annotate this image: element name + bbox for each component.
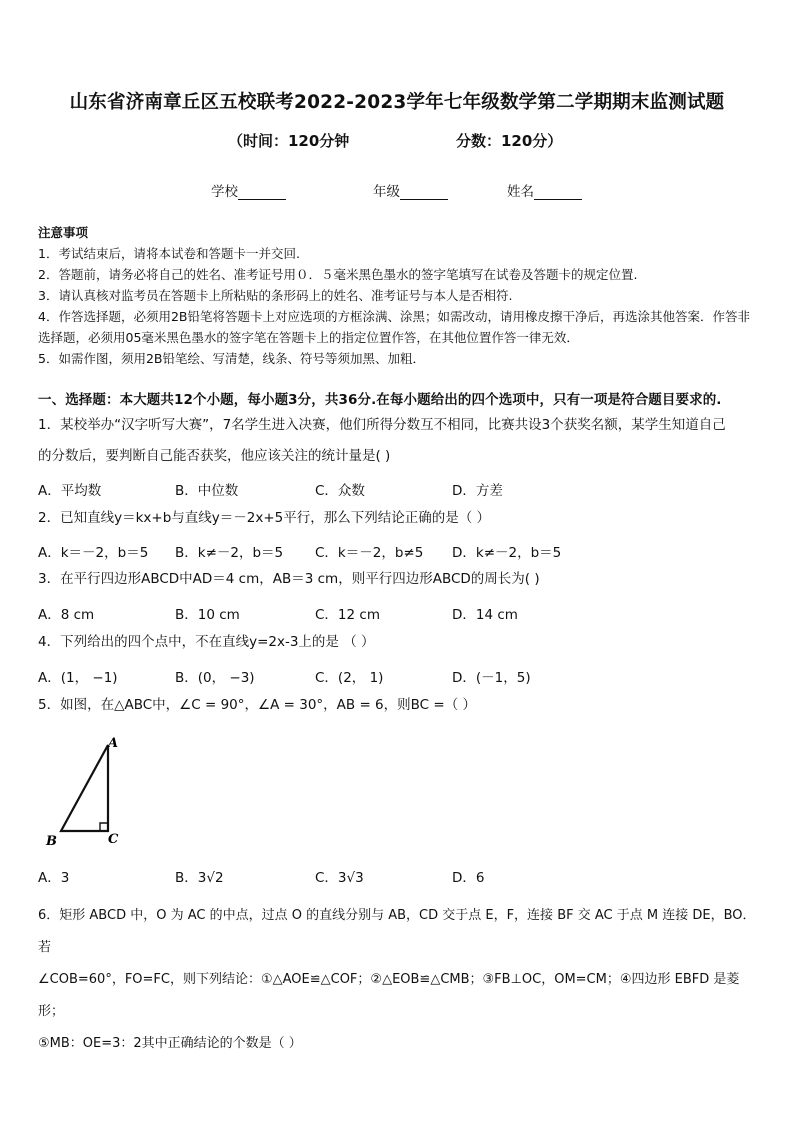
notice-heading: 注意事项 xyxy=(38,225,89,240)
option-c[interactable]: C．(2， 1) xyxy=(315,670,384,686)
vertex-a-label: A xyxy=(108,736,119,751)
option-b[interactable]: B．10 cm xyxy=(175,607,240,623)
right-angle-mark xyxy=(100,823,108,831)
school-label: 学校 xyxy=(211,184,238,200)
option-c[interactable]: C．k＝－2，b≠5 xyxy=(315,545,424,561)
option-a[interactable]: A．平均数 xyxy=(38,483,102,499)
notice-block xyxy=(38,222,758,369)
option-c[interactable]: C．3√3 xyxy=(315,870,364,886)
notice-item: 2．答题前，请务必将自己的姓名、准考证号用０．５毫米黑色墨水的签字笔填写在试卷及答题卡的规定位置. xyxy=(38,267,638,282)
option-a[interactable]: A．k＝－2，b＝5 xyxy=(38,545,149,561)
notice-item: 3．请认真核对监考员在答题卡上所粘贴的条形码上的姓名、准考证号与本人是否相符. xyxy=(38,288,513,303)
vertex-b-label: B xyxy=(46,834,57,848)
option-d[interactable]: D．6 xyxy=(452,870,485,886)
question-text: 4．下列给出的四个点中，不在直线y=2x-3上的是 （ ） xyxy=(38,634,375,650)
question-4-options xyxy=(38,666,758,688)
question-text: ⑤MB：OE=3：2其中正确结论的个数是（ ） xyxy=(38,1036,302,1051)
option-b[interactable]: B．中位数 xyxy=(175,483,239,499)
question-6 xyxy=(38,900,758,1060)
grade-blank xyxy=(400,185,448,200)
option-c[interactable]: C．众数 xyxy=(315,483,365,499)
question-text: 的分数后，要判断自己能否获奖，他应该关注的统计量是( ) xyxy=(38,448,391,464)
option-b[interactable]: B．(0， −3) xyxy=(175,670,255,686)
time-limit: （时间：120分钟 xyxy=(228,132,350,150)
vertex-c-label: C xyxy=(108,832,119,847)
school-blank xyxy=(238,185,286,200)
name-blank xyxy=(534,185,582,200)
question-text: 5．如图，在△ABC中，∠C = 90°，∠A = 30°，AB = 6，则BC =（ ） xyxy=(38,697,476,713)
question-text: 6．矩形 ABCD 中，O 为 AC 的中点，过点 O 的直线分别与 AB，CD 交于点 E，F，连接 BF 交 AC 于点 M 连接 DE，BO．若 xyxy=(38,908,756,955)
triangle-abc xyxy=(61,745,108,831)
question-2-options xyxy=(38,541,758,563)
question-3-options xyxy=(38,603,758,625)
question-text: 1．某校举办“汉字听写大赛”，7名学生进入决赛，他们所得分数互不相同，比赛共设3个获奖名额，某学生知道自己 xyxy=(38,417,726,433)
option-b[interactable]: B．k≠－2，b＝5 xyxy=(175,545,284,561)
option-d[interactable]: D．(－1，5) xyxy=(452,670,531,686)
option-a[interactable]: A．(1， −1) xyxy=(38,670,118,686)
option-d[interactable]: D．方差 xyxy=(452,483,503,499)
name-label: 姓名 xyxy=(507,184,534,200)
notice-item: 1．考试结束后，请将本试卷和答题卡一并交回. xyxy=(38,246,300,261)
question-text: 3．在平行四边形ABCD中AD＝4 cm，AB＝3 cm，则平行四边形ABCD的周长为( ) xyxy=(38,571,540,587)
grade-field xyxy=(373,180,448,200)
option-d[interactable]: D．k≠－2，b＝5 xyxy=(452,545,562,561)
grade-label: 年级 xyxy=(373,184,400,200)
option-a[interactable]: A．3 xyxy=(38,870,70,886)
question-text: ∠COB=60°，FO=FC，则下列结论：①△AOE≌△COF；②△EOB≌△CMB；③FB⊥OC，OM=CM；④四边形 EBFD 是菱形； xyxy=(38,972,740,1019)
section-heading: 一、选择题：本大题共12个小题，每小题3分，共36分.在每小题给出的四个选项中，只有一项是符合题目要求的. xyxy=(38,392,722,408)
question-text: 2．已知直线y＝kx+b与直线y＝－2x+5平行，那么下列结论正确的是（ ） xyxy=(38,510,491,526)
page-title: 山东省济南章丘区五校联考2022-2023学年七年级数学第二学期期末监测试题 xyxy=(69,92,725,113)
question-2 xyxy=(38,503,758,534)
school-field xyxy=(211,180,286,200)
option-c[interactable]: C．12 cm xyxy=(315,607,380,623)
notice-item: 5．如需作图，须用2B铅笔绘、写清楚，线条、符号等须加黑、加粗． xyxy=(38,351,425,366)
question-3 xyxy=(38,564,758,595)
question-1 xyxy=(38,410,758,472)
question-5 xyxy=(38,690,758,721)
question-4 xyxy=(38,627,758,658)
triangle-figure xyxy=(42,733,132,848)
option-a[interactable]: A．8 cm xyxy=(38,607,95,623)
notice-item: 4．作答选择题，必须用2B铅笔将答题卡上对应选项的方框涂满、涂黑；如需改动，请用橡皮擦干净后，再选涂其他答案．作答非选择题，必须用05毫米黑色墨水的签字笔在答题卡上的指定位置作答，在其他位置作答一律无效． xyxy=(38,309,750,345)
total-score: 分数：120分） xyxy=(456,132,563,150)
question-5-options xyxy=(38,866,758,888)
name-field xyxy=(507,180,582,200)
question-1-options xyxy=(38,479,758,501)
option-b[interactable]: B．3√2 xyxy=(175,870,224,886)
option-d[interactable]: D．14 cm xyxy=(452,607,518,623)
